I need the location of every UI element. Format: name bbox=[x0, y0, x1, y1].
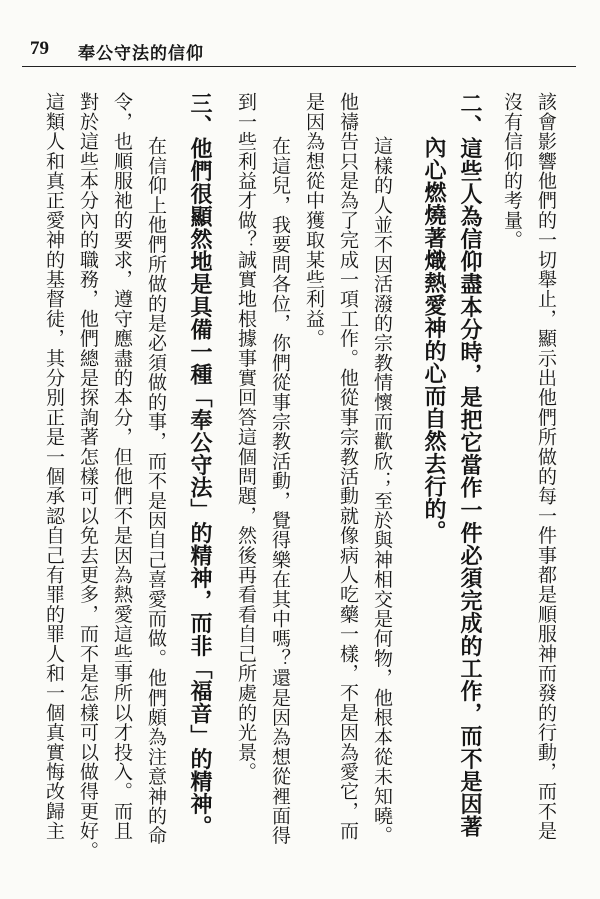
heading-2-line-1: 二、這些人為信仰盡本分時，是把它當作一件必須完成的工作，而不是因著 bbox=[457, 92, 482, 838]
text-column-14: 這類人和真正愛神的基督徒，其分別正是一個承認自己有罪的罪人和一個真實悔改歸主 bbox=[43, 92, 65, 841]
text-column-8: 在這兒，我要問各位，你們從事宗教活動，覺得樂在其中嗎？還是因為想從裡面得 bbox=[269, 136, 291, 846]
running-header bbox=[30, 38, 570, 64]
text-column-2: 沒有信仰的考量。 bbox=[501, 92, 523, 250]
text-column-11: 在信仰上他們所做的是必須做的事，而不是因自己喜愛而做。他們頗為注意神的命 bbox=[145, 136, 167, 846]
text-column-9: 到一些利益才做？誠實地根據事實回答這個問題，然後再看看自己所處的光景。 bbox=[235, 92, 257, 782]
heading-2-line-2: 內心燃燒著熾熱愛神的心而自然去行的。 bbox=[421, 136, 446, 543]
book-title: 奉公守法的信仰 bbox=[78, 44, 204, 64]
text-column-13: 對於這些本分內的職務，他們總是探詢著怎樣可以免去更多，而不是怎樣可以做得更好。 bbox=[77, 92, 99, 861]
text-column-12: 令，也順服祂的要求，遵守應盡的本分，但他們不是因為熱愛這些事所以才投入。而且 bbox=[111, 92, 133, 841]
text-column-1: 該會影響他們的一切舉止，顯示出他們所做的每一件事都是順服神而發的行動，而不是 bbox=[535, 92, 557, 841]
heading-3: 三、他們很顯然地是具備一種「奉公守法」的精神，而非「福音」的精神。 bbox=[187, 92, 212, 838]
text-column-6: 他禱告只是為了完成一項工作。他從事宗教活動就像病人吃藥一樣，不是因為愛它，而 bbox=[337, 92, 359, 841]
text-column-7: 是因為想從中獲取某些利益。 bbox=[303, 92, 325, 349]
text-column-5: 這樣的人並不因活潑的宗教情懷而歡欣；至於與神相交是何物，他根本從未知曉。 bbox=[371, 136, 393, 846]
page-number: 79 bbox=[30, 38, 49, 59]
header-rule bbox=[22, 66, 576, 67]
